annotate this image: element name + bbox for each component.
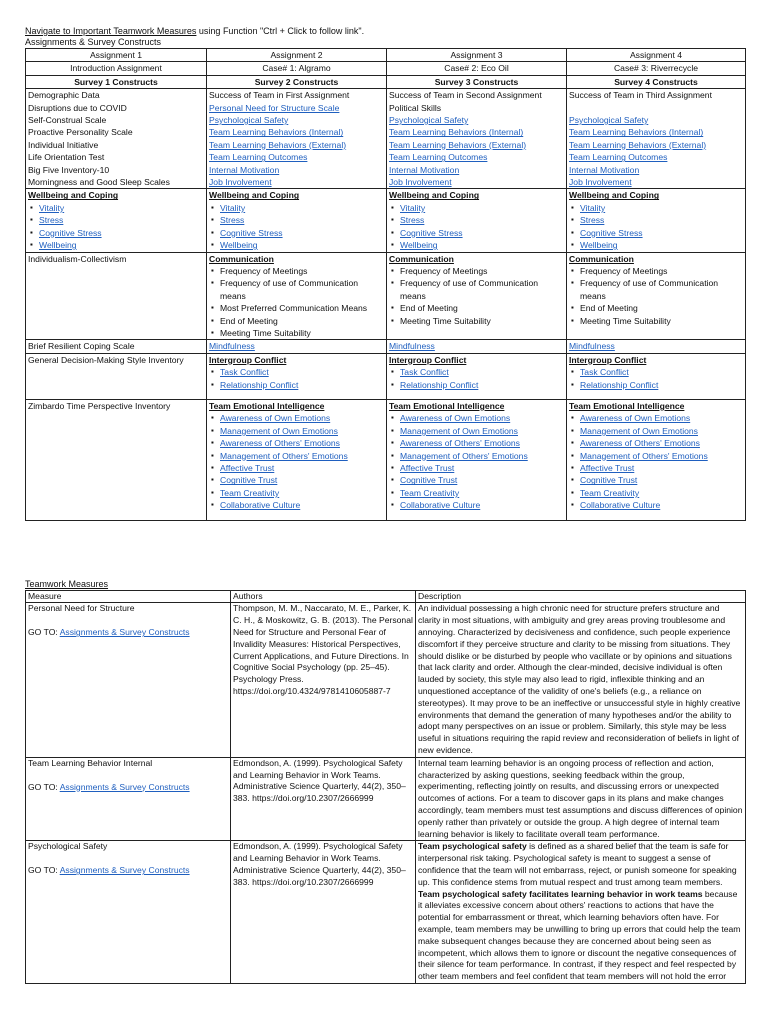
wellbeing-list bbox=[389, 202, 564, 252]
intergroup-list bbox=[569, 366, 743, 391]
construct-link[interactable]: Team Learning Behaviors (Internal) bbox=[569, 127, 704, 138]
communication-cell bbox=[207, 252, 387, 340]
wellbeing-link[interactable]: Cognitive Stress bbox=[400, 227, 463, 238]
wellbeing-item bbox=[28, 227, 204, 239]
tei-item bbox=[569, 425, 743, 437]
measure-cell bbox=[26, 841, 231, 984]
tei-item bbox=[209, 474, 384, 486]
wellbeing-link[interactable]: Vitality bbox=[220, 202, 246, 213]
tei-item bbox=[569, 487, 743, 499]
wellbeing-cell bbox=[26, 189, 207, 252]
wellbeing-item bbox=[569, 227, 743, 239]
intergroup-cell bbox=[567, 353, 746, 399]
assignment-name: Introduction Assignment bbox=[26, 62, 207, 75]
wellbeing-item bbox=[28, 202, 204, 214]
tei-cell bbox=[387, 399, 567, 520]
measure-name: Personal Need for Structure bbox=[28, 603, 135, 614]
construct-link[interactable]: Team Learning Behaviors (External) bbox=[569, 139, 707, 150]
tei-link[interactable]: Management of Others' Emotions bbox=[220, 450, 348, 461]
communication-cell bbox=[567, 252, 746, 340]
survey2-constructs bbox=[207, 89, 387, 189]
assignment-name-row bbox=[26, 62, 746, 75]
wellbeing-row bbox=[26, 189, 746, 252]
measures-header: Description bbox=[416, 590, 746, 603]
communication-item: ▪ Frequency of use of Communication means bbox=[209, 277, 384, 302]
survey-header: Survey 3 Constructs bbox=[387, 75, 567, 88]
communication-row bbox=[26, 252, 746, 340]
construct-link[interactable]: Psychological Safety bbox=[389, 115, 469, 126]
wellbeing-item bbox=[569, 202, 743, 214]
tei-list bbox=[389, 412, 564, 511]
tei-item bbox=[209, 425, 384, 437]
construct: Life Orientation Test bbox=[28, 152, 105, 163]
construct: Proactive Personality Scale bbox=[28, 127, 133, 138]
constructs-row bbox=[26, 89, 746, 189]
communication-title: Communication bbox=[389, 253, 454, 264]
survey-header: Survey 2 Constructs bbox=[207, 75, 387, 88]
survey3-constructs bbox=[387, 89, 567, 189]
construct-link[interactable]: Psychological Safety bbox=[209, 115, 289, 126]
assignment-header: Assignment 1 bbox=[26, 49, 207, 62]
tei-item bbox=[389, 499, 564, 511]
intergroup-title: Intergroup Conflict bbox=[389, 354, 467, 365]
assignment-name: Case# 3: Riverrecycle bbox=[567, 62, 746, 75]
tei-link[interactable]: Collaborative Culture bbox=[220, 500, 301, 511]
communication-title: Communication bbox=[569, 253, 634, 264]
intergroup-list bbox=[389, 366, 564, 391]
construct-link[interactable]: Internal Motivation bbox=[209, 164, 280, 175]
construct-link[interactable]: Team Learning Outcomes bbox=[209, 152, 308, 163]
wellbeing-link[interactable]: Cognitive Stress bbox=[220, 227, 283, 238]
goto-label: GO TO: bbox=[28, 865, 60, 876]
tei-item bbox=[209, 462, 384, 474]
wellbeing-link[interactable]: Wellbeing bbox=[580, 240, 618, 251]
intro-line bbox=[25, 26, 745, 37]
authors-cell: Thompson, M. M., Naccarato, M. E., Parker, K. C. H., & Moskowitz, G. B. (2013). The Personal Need for Structure and Personal Fear of Invalidity Measures: Historical Perspectives, Current Applications, and Future Directions. In Cognitive Social Psychology (pp. 25–45). Psychology Press. https://doi.org/10.4324/9781410605887-7 bbox=[231, 603, 416, 757]
wellbeing-item bbox=[389, 214, 564, 226]
communication-item: ▪ Frequency of use of Communication means bbox=[569, 277, 743, 302]
tei-link[interactable]: Collaborative Culture bbox=[400, 500, 481, 511]
intergroup-list bbox=[209, 366, 384, 391]
tei-title: Team Emotional Intelligence bbox=[569, 400, 685, 411]
assignments-table bbox=[25, 48, 746, 521]
construct: Disruptions due to COVID bbox=[28, 102, 127, 113]
wellbeing-cell bbox=[387, 189, 567, 252]
intergroup-item bbox=[209, 366, 384, 378]
construct-link[interactable]: Internal Motivation bbox=[389, 164, 460, 175]
goto-link[interactable]: Assignments & Survey Constructs bbox=[59, 627, 190, 638]
goto-line bbox=[28, 865, 228, 877]
goto-label: GO TO: bbox=[28, 781, 60, 792]
assignments-subtitle: Assignments & Survey Constructs bbox=[25, 37, 162, 47]
construct: Success of Team in First Assignment bbox=[209, 90, 350, 101]
wellbeing-link[interactable]: Vitality bbox=[400, 202, 426, 213]
construct: Success of Team in Third Assignment bbox=[569, 90, 712, 101]
tei-item bbox=[389, 450, 564, 462]
zimbardo-cell: Zimbardo Time Perspective Inventory bbox=[26, 399, 207, 520]
tei-link[interactable]: Cognitive Trust bbox=[220, 475, 278, 486]
wellbeing-cell bbox=[567, 189, 746, 252]
tei-item bbox=[389, 425, 564, 437]
intergroup-cell bbox=[387, 353, 567, 399]
mindfulness-link[interactable]: Mindfulness bbox=[569, 341, 615, 352]
tei-link[interactable]: Cognitive Trust bbox=[400, 475, 458, 486]
wellbeing-list bbox=[28, 202, 204, 252]
goto-line bbox=[28, 627, 228, 639]
spacer bbox=[209, 512, 384, 520]
tei-item bbox=[389, 412, 564, 424]
tei-link[interactable]: Awareness of Others' Emotions bbox=[400, 438, 520, 449]
communication-item: ▪ End of Meeting bbox=[209, 315, 384, 327]
nav-instructions: using Function "Ctrl + Click to follow link". bbox=[196, 26, 365, 36]
goto-line bbox=[28, 782, 228, 794]
survey-header: Survey 1 Constructs bbox=[26, 75, 207, 88]
tei-link[interactable]: Management of Others' Emotions bbox=[580, 450, 708, 461]
construct: Individual Initiative bbox=[28, 139, 99, 150]
survey4-constructs bbox=[567, 89, 746, 189]
construct-link[interactable]: Team Learning Outcomes bbox=[389, 152, 488, 163]
construct: Morningness and Good Sleep Scales bbox=[28, 177, 170, 188]
goto-link[interactable]: Assignments & Survey Constructs bbox=[59, 781, 190, 792]
construct: Demographic Data bbox=[28, 90, 100, 101]
tei-link[interactable]: Team Creativity bbox=[580, 487, 640, 498]
intergroup-title: Intergroup Conflict bbox=[569, 354, 647, 365]
measures-title: Teamwork Measures bbox=[25, 578, 109, 589]
tei-link[interactable]: Collaborative Culture bbox=[580, 500, 661, 511]
tei-item bbox=[389, 487, 564, 499]
tei-link[interactable]: Cognitive Trust bbox=[580, 475, 638, 486]
construct-link[interactable]: Personal Need for Structure Scale bbox=[209, 102, 340, 113]
assignment-header: Assignment 3 bbox=[387, 49, 567, 62]
measures-header-row bbox=[26, 590, 746, 603]
construct-link[interactable]: Internal Motivation bbox=[569, 164, 640, 175]
tei-link[interactable]: Management of Own Emotions bbox=[220, 425, 338, 436]
wellbeing-item bbox=[209, 239, 384, 251]
intergroup-item bbox=[209, 379, 384, 391]
tei-item bbox=[389, 462, 564, 474]
tei-item bbox=[209, 499, 384, 511]
wellbeing-link[interactable]: Wellbeing bbox=[400, 240, 438, 251]
tei-cell bbox=[567, 399, 746, 520]
tei-item bbox=[389, 437, 564, 449]
tei-link[interactable]: Awareness of Others' Emotions bbox=[220, 438, 340, 449]
intergroup-item bbox=[389, 366, 564, 378]
communication-item: ▪ Meeting Time Suitability bbox=[209, 327, 384, 339]
intergroup-title: Intergroup Conflict bbox=[209, 354, 287, 365]
desc-text: because it alleviates excessive concern about others' reactions to actions that have the potential for embarrassment or threat, which learning behaviors often have. For example, team members may be unwilling to bring up errors that could help the team make subsequent changes because they are concerned about being seen as incompetent, which allows them to ignore or discount the negative consequences of their silence for team performance. In contrast, if they respect and feel respected by other team members and feel confident that team members will not hold the error bbox=[418, 888, 741, 982]
measure-cell bbox=[26, 603, 231, 757]
spacer bbox=[28, 770, 228, 782]
communication-item: ▪ Meeting Time Suitability bbox=[389, 315, 564, 327]
construct: Political Skills bbox=[389, 102, 442, 113]
spacer bbox=[28, 853, 228, 865]
wellbeing-link[interactable]: Cognitive Stress bbox=[39, 227, 102, 238]
survey-header: Survey 4 Constructs bbox=[567, 75, 746, 88]
communication-list bbox=[389, 265, 564, 327]
wellbeing-item bbox=[389, 227, 564, 239]
intergroup-row bbox=[26, 353, 746, 399]
wellbeing-title: Wellbeing and Coping bbox=[28, 190, 119, 201]
mindfulness-cell bbox=[207, 340, 387, 353]
desc-bold: Team psychological safety facilitates learning behavior in work teams bbox=[418, 888, 703, 899]
construct-link[interactable]: Job Involvement bbox=[389, 177, 452, 188]
gdms-cell: General Decision-Making Style Inventory bbox=[26, 353, 207, 399]
description-cell bbox=[416, 841, 746, 984]
tei-title: Team Emotional Intelligence bbox=[209, 400, 325, 411]
tei-item bbox=[209, 412, 384, 424]
measures-table bbox=[25, 590, 746, 984]
wellbeing-item bbox=[209, 214, 384, 226]
tei-link[interactable]: Management of Others' Emotions bbox=[400, 450, 528, 461]
nav-link[interactable]: Navigate to Important Teamwork Measures bbox=[25, 26, 197, 36]
communication-item: ▪ Frequency of use of Communication means bbox=[389, 277, 564, 302]
desc-bold: Team psychological safety bbox=[418, 841, 527, 852]
tei-link[interactable]: Awareness of Others' Emotions bbox=[580, 438, 700, 449]
wellbeing-item bbox=[28, 239, 204, 251]
mindfulness-link[interactable]: Mindfulness bbox=[209, 341, 255, 352]
wellbeing-link[interactable]: Vitality bbox=[580, 202, 606, 213]
assignment-header: Assignment 2 bbox=[207, 49, 387, 62]
indiv-collectivism-cell: Individualism-Collectivism bbox=[26, 252, 207, 340]
description-cell: An individual possessing a high chronic need for structure prefers structure and clarity in most situations, with ambiguity and grey areas proving troublesome and annoying. Characterized by decisiveness and confidence, such people experience discomfort if they perceive structure and clarity to be missing from situations. They should dislike or be disturbed by people who vacillate or by opinions and situations that lack clarity and order. Although the clear-minded, decisive individual is often lauded by society, this style may also lead to rigid, inflexible thinking and an unquestioned acceptance of the validity of one's beliefs (e.g., a reliance on stereotypes). It may prove to be an ineffective or unsuccessful style in highly creative environments that demand the generation of many hypotheses and/or the ability to adopt many perspectives on an issue or problem. Similarly, this style may be less useful in situations requiring the rapid review and reconsideration of beliefs in light of new evidence. bbox=[416, 603, 746, 757]
tei-item bbox=[569, 437, 743, 449]
wellbeing-list bbox=[569, 202, 743, 252]
tei-link[interactable]: Awareness of Own Emotions bbox=[400, 413, 511, 424]
description-cell: Internal team learning behavior is an ongoing process of reflection and action, characterized by asking questions, seeking feedback within the group, experimenting, reflecting jointly on results, and discussing errors or unexpected outcomes of actions. For a team to discover gaps in its plans and make changes accordingly, team members must test assumptions and discuss differences of opinion openly rather than privately or outside the group. A high degree of internal team learning behavior is likely to facilitate overall team performance. bbox=[416, 757, 746, 841]
construct-link[interactable]: Team Learning Behaviors (External) bbox=[209, 139, 347, 150]
survey-header-row bbox=[26, 75, 746, 88]
wellbeing-item bbox=[28, 214, 204, 226]
mindfulness-row bbox=[26, 340, 746, 353]
construct: Success of Team in Second Assignment bbox=[389, 90, 542, 101]
tei-item bbox=[569, 450, 743, 462]
measure-row bbox=[26, 841, 746, 984]
communication-list bbox=[209, 265, 384, 339]
tei-link[interactable]: Affective Trust bbox=[220, 463, 275, 473]
tei-link[interactable]: Team Creativity bbox=[220, 487, 280, 498]
wellbeing-link[interactable]: Wellbeing bbox=[39, 240, 77, 251]
construct-empty bbox=[569, 102, 743, 114]
tei-item bbox=[569, 474, 743, 486]
desc-text: is defined as a shared belief that the team is safe for interpersonal risk taking. Psychological safety is meant to suggest a sense of confidence that the team will not embarrass, reject, or punish someone for speaking up. This confidence stems from mutual respect and trust among team members. bbox=[418, 841, 737, 887]
wellbeing-link[interactable]: Stress bbox=[39, 215, 64, 226]
measure-name: Psychological Safety bbox=[28, 841, 108, 852]
tei-item bbox=[389, 474, 564, 486]
wellbeing-link[interactable]: Cognitive Stress bbox=[580, 227, 643, 238]
wellbeing-item bbox=[209, 227, 384, 239]
communication-item: ▪ End of Meeting bbox=[569, 302, 743, 314]
authors-cell: Edmondson, A. (1999). Psychological Safety and Learning Behavior in Work Teams. Administrative Science Quarterly, 44(2), 350–383. https://doi.org/10.2307/2666999 bbox=[231, 841, 416, 984]
wellbeing-link[interactable]: Stress bbox=[400, 215, 425, 226]
wellbeing-item bbox=[569, 239, 743, 251]
tei-link[interactable]: Awareness of Own Emotions bbox=[220, 413, 331, 424]
wellbeing-cell bbox=[207, 189, 387, 252]
communication-item: ▪ Frequency of Meetings bbox=[569, 265, 743, 277]
wellbeing-item bbox=[209, 202, 384, 214]
tei-link[interactable]: Awareness of Own Emotions bbox=[580, 413, 691, 424]
communication-list bbox=[569, 265, 743, 327]
wellbeing-link[interactable]: Vitality bbox=[39, 202, 65, 213]
goto-label: GO TO: bbox=[28, 627, 60, 638]
intergroup-item bbox=[569, 379, 743, 391]
communication-title: Communication bbox=[209, 253, 274, 264]
goto-link[interactable]: Assignments & Survey Constructs bbox=[59, 865, 190, 876]
tei-link[interactable]: Team Creativity bbox=[400, 487, 460, 498]
mindfulness-cell bbox=[387, 340, 567, 353]
communication-item: ▪ Meeting Time Suitability bbox=[569, 315, 743, 327]
wellbeing-link[interactable]: Stress bbox=[220, 215, 245, 226]
communication-cell bbox=[387, 252, 567, 340]
spacer bbox=[209, 391, 384, 399]
construct-link[interactable]: Psychological Safety bbox=[569, 115, 649, 126]
measures-header: Measure bbox=[26, 590, 231, 603]
wellbeing-list bbox=[209, 202, 384, 252]
section-gap bbox=[25, 521, 745, 577]
wellbeing-title: Wellbeing and Coping bbox=[569, 190, 660, 201]
tei-title: Team Emotional Intelligence bbox=[389, 400, 505, 411]
intergroup-link[interactable]: Task Conflict bbox=[400, 367, 449, 378]
construct: Self-Construal Scale bbox=[28, 115, 107, 126]
construct-link[interactable]: Job Involvement bbox=[209, 177, 272, 188]
measure-name: Team Learning Behavior Internal bbox=[28, 757, 153, 768]
assignment-header-row bbox=[26, 49, 746, 62]
mindfulness-cell bbox=[567, 340, 746, 353]
mindfulness-link[interactable]: Mindfulness bbox=[389, 341, 435, 352]
tei-link[interactable]: Management of Own Emotions bbox=[400, 425, 518, 436]
tei-list bbox=[569, 412, 743, 511]
measure-row bbox=[26, 603, 746, 757]
tei-link[interactable]: Affective Trust bbox=[580, 463, 635, 473]
wellbeing-item bbox=[389, 202, 564, 214]
spacer bbox=[28, 615, 228, 627]
tei-item bbox=[569, 462, 743, 474]
tei-item bbox=[569, 499, 743, 511]
construct-link[interactable]: Team Learning Behaviors (External) bbox=[389, 139, 527, 150]
intergroup-link[interactable]: Relationship Conflict bbox=[400, 379, 479, 390]
tei-list bbox=[209, 412, 384, 511]
construct: Big Five Inventory-10 bbox=[28, 164, 110, 175]
tei-row bbox=[26, 399, 746, 520]
intergroup-link[interactable]: Task Conflict bbox=[580, 367, 629, 378]
communication-item: ▪ Frequency of Meetings bbox=[209, 265, 384, 277]
survey1-constructs bbox=[26, 89, 207, 189]
wellbeing-item bbox=[569, 214, 743, 226]
tei-cell bbox=[207, 399, 387, 520]
tei-item bbox=[209, 487, 384, 499]
wellbeing-link[interactable]: Stress bbox=[580, 215, 605, 226]
intergroup-link[interactable]: Relationship Conflict bbox=[220, 379, 299, 390]
intergroup-link[interactable]: Relationship Conflict bbox=[580, 379, 659, 390]
tei-item bbox=[209, 450, 384, 462]
assignment-name: Case# 2: Eco Oil bbox=[387, 62, 567, 75]
wellbeing-link[interactable]: Wellbeing bbox=[220, 240, 258, 251]
intergroup-item bbox=[389, 379, 564, 391]
intergroup-cell bbox=[207, 353, 387, 399]
communication-item: ▪ Frequency of Meetings bbox=[389, 265, 564, 277]
authors-cell: Edmondson, A. (1999). Psychological Safety and Learning Behavior in Work Teams. Administrative Science Quarterly, 44(2), 350–383. https://doi.org/10.2307/2666999 bbox=[231, 757, 416, 841]
assignment-name: Case# 1: Algramo bbox=[207, 62, 387, 75]
assignment-header: Assignment 4 bbox=[567, 49, 746, 62]
construct-link[interactable]: Team Learning Outcomes bbox=[569, 152, 668, 163]
measure-row bbox=[26, 757, 746, 841]
wellbeing-title: Wellbeing and Coping bbox=[389, 190, 480, 201]
construct-link[interactable]: Team Learning Behaviors (Internal) bbox=[389, 127, 524, 138]
page bbox=[25, 26, 745, 984]
tei-item bbox=[209, 437, 384, 449]
construct-link[interactable]: Job Involvement bbox=[569, 177, 632, 188]
communication-item: ▪ End of Meeting bbox=[389, 302, 564, 314]
tei-item bbox=[569, 412, 743, 424]
tei-link[interactable]: Affective Trust bbox=[400, 463, 455, 473]
intergroup-item bbox=[569, 366, 743, 378]
communication-item: ▪ Most Preferred Communication Means bbox=[209, 302, 384, 314]
construct-link[interactable]: Team Learning Behaviors (Internal) bbox=[209, 127, 344, 138]
wellbeing-item bbox=[389, 239, 564, 251]
measure-cell bbox=[26, 757, 231, 841]
wellbeing-title: Wellbeing and Coping bbox=[209, 190, 300, 201]
measures-header: Authors bbox=[231, 590, 416, 603]
tei-link[interactable]: Management of Own Emotions bbox=[580, 425, 698, 436]
brief-resilient-cell: Brief Resilient Coping Scale bbox=[26, 340, 207, 353]
intergroup-link[interactable]: Task Conflict bbox=[220, 367, 269, 378]
